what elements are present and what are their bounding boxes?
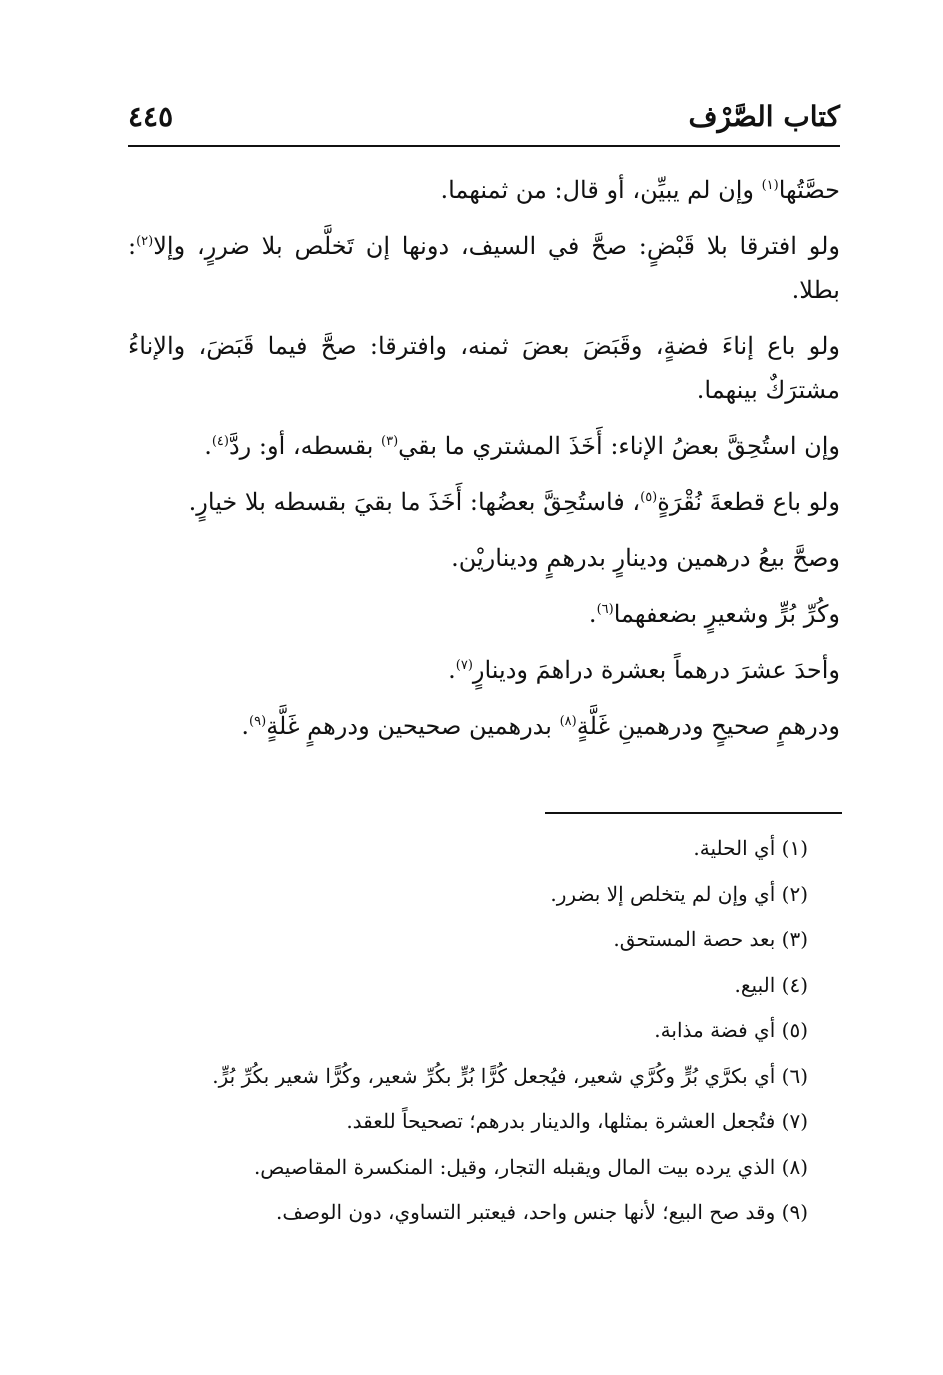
footnote-divider [545, 812, 842, 814]
paragraph: وأحدَ عشرَ درهماً بعشرة دراهمَ ودينارٍ$^{(٧)}$. [448, 656, 840, 684]
footnote-marker: (٥) [640, 490, 658, 505]
running-header [128, 96, 840, 142]
footnote: (٥) أي فضة مذابة. [654, 1018, 808, 1042]
footnote-marker: (٤) [211, 434, 229, 449]
footnote: (٦) أي بكرَّي بُرٍّ وكُرَّي شعير، فيُجعل كُرًّا بُرٍّ بكُرِّ شعير، وكُرًّا شعير بكُرِّ بُرٍّ. [212, 1063, 808, 1088]
footnote-marker: (٦) [596, 602, 614, 617]
page-number: ٤٤٥ [128, 100, 174, 133]
footnote-marker: (٩) [249, 714, 267, 729]
footnote-marker: (٢) [136, 234, 154, 249]
header-divider [128, 145, 840, 147]
main-text [128, 168, 840, 760]
footnote: (٨) الذي يرده بيت المال ويقبله التجار، وقيل: المنكسرة المقاصيص. [253, 1154, 808, 1179]
footnote: (٣) بعد حصة المستحق. [613, 927, 808, 951]
paragraph: وصحَّ بيعُ درهمين ودينارٍ بدرهمٍ وديناريْن. [451, 544, 840, 572]
footnote: (٧) فتُجعل العشرة بمثلها، والدينار بدرهم؛ تصحيحاً للعقد. [346, 1109, 808, 1133]
paragraph: ولو افترقا بلا قَبْضٍ: صحَّ في السيف، دونها إن تَخلَّص بلا ضررٍ، وإلا$^{(٢)}$: بطلا. [128, 232, 840, 304]
paragraph: ودرهمٍ صحيحٍ ودرهمينِ غَلَّةٍ$^{(٨)}$ بدرهمين صحيحين ودرهمٍ غَلَّةٍ$^{(٩)}$. [241, 712, 840, 740]
paragraph: وإن استُحِقَّ بعضُ الإناء: أَخَذَ المشتري ما بقي$^{(٣)}$ بقسطه، أو: ردَّ$^{(٤)}$. [204, 432, 840, 460]
paragraph: وكُرِّ بُرٍّ وشعيرٍ بضعفهما$^{(٦)}$. [588, 600, 840, 628]
footnote: (٢) أي وإن لم يتخلص إلا بضرر. [550, 881, 808, 906]
footnote-marker: (٧) [455, 658, 473, 673]
chapter-title: كتاب الصَّرْف [688, 100, 840, 133]
footnote-marker: (١) [761, 178, 779, 193]
footnote-marker: (٣) [381, 434, 399, 449]
footnote-marker: (٨) [559, 714, 577, 729]
paragraph: حصَّتُها$^{(١)}$ وإن لم يبيِّن، أو قال: من ثمنهما. [440, 176, 840, 204]
paragraph: ولو باع إناءَ فضةٍ، وقَبَضَ بعضَ ثمنه، وافترقا: صحَّ فيما قَبَضَ، والإناءُ مشترَكٌ بينهما. [128, 332, 840, 404]
footnotes [128, 826, 808, 1236]
footnote: (٤) البيع. [734, 972, 808, 997]
footnote: (١) أي الحلية. [693, 836, 808, 860]
footnote: (٩) وقد صح البيع؛ لأنها جنس واحد، فيعتبر التساوي، دون الوصف. [276, 1200, 808, 1224]
paragraph: ولو باع قطعةَ نُقْرَةٍ$^{(٥)}$، فاستُحِقَّ بعضُها: أَخَذَ ما بقيَ بقسطه بلا خيارٍ. [188, 488, 840, 516]
